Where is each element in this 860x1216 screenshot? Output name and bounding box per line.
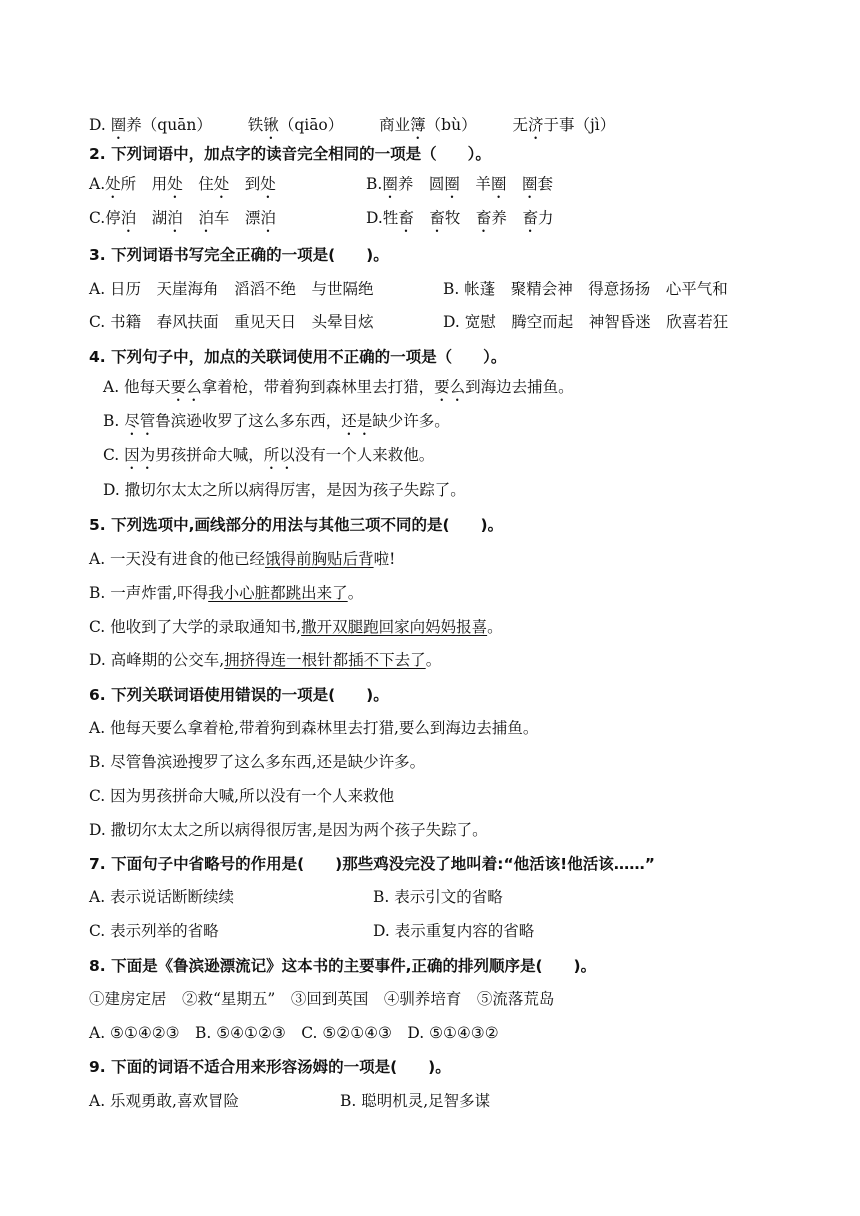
q4-option-c: C. 因为男孩拼命大喊，所以没有一个人来救他。 <box>103 446 435 464</box>
q3-stem: 3. 下列词语书写完全正确的一项是( )。 <box>89 246 389 264</box>
option-label: D. <box>89 116 106 134</box>
q5-option-a: A. 一天没有进食的他已经饿得前胸贴后背啦! <box>89 550 396 568</box>
q4-option-a: A. 他每天要么拿着枪，带着狗到森林里去打猎，要么到海边去捕鱼。 <box>103 378 574 396</box>
q1-d-item-3: 商业簿（bù） <box>379 116 477 134</box>
q2-option-d: D.牲畜 畜牧 畜养 畜力 <box>366 209 554 227</box>
q4-stem: 4. 下列句子中，加点的关联词使用不正确的一项是（ ）。 <box>89 348 507 366</box>
q1-option-d <box>89 114 615 143</box>
q3-option-b: B. 帐蓬 聚精会神 得意扬扬 心平气和 <box>443 280 728 298</box>
q9-option-a: A. 乐观勇敢,喜欢冒险 <box>89 1092 239 1110</box>
q4-option-d: D. 撒切尔太太之所以病得厉害，是因为孩子失踪了。 <box>103 481 466 499</box>
q1-d-item-1: 圈养（quān） <box>110 116 212 134</box>
q7-option-a: A. 表示说话断断续续 <box>89 888 235 906</box>
q1-d-item-2: 铁锹（qiāo） <box>247 116 344 134</box>
q3-option-a: A. 日历 天崖海角 滔滔不绝 与世隔绝 <box>89 280 374 298</box>
q6-option-b: B. 尽管鲁滨逊搜罗了这么多东西,还是缺少许多。 <box>89 753 426 771</box>
q1-d-item-4: 无济于事（jì） <box>512 116 616 134</box>
q5-option-d: D. 高峰期的公交车,拥挤得连一根针都插不下去了。 <box>89 651 442 669</box>
q7-stem: 7. 下面句子中省略号的作用是( )那些鸡没完没了地叫着:“他活该!他活该……” <box>89 855 655 873</box>
q7-option-c: C. 表示列举的省略 <box>89 922 219 940</box>
q2-option-a: A.处所 用处 住处 到处 <box>89 175 276 193</box>
q6-stem: 6. 下列关联词语使用错误的一项是( )。 <box>89 686 389 704</box>
q7-option-b: B. 表示引文的省略 <box>373 888 503 906</box>
q8-options: A. ⑤①④②③ B. ⑤④①②③ C. ⑤②①④③ D. ⑤①④③② <box>89 1024 499 1042</box>
q8-stem: 8. 下面是《鲁滨逊漂流记》这本书的主要事件,正确的排列顺序是( )。 <box>89 957 597 975</box>
q7-option-d: D. 表示重复内容的省略 <box>373 922 535 940</box>
q4-option-b: B. 尽管鲁滨逊收罗了这么多东西，还是缺少许多。 <box>103 412 450 430</box>
q2-option-c: C.停泊 湖泊 泊车 漂泊 <box>89 209 276 227</box>
q3-option-c: C. 书籍 春风扶面 重见天日 头晕目炫 <box>89 313 374 331</box>
q5-stem: 5. 下列选项中,画线部分的用法与其他三项不同的是( )。 <box>89 516 504 534</box>
q6-option-d: D. 撒切尔太太之所以病得很厉害,是因为两个孩子失踪了。 <box>89 821 488 839</box>
q2-option-b: B.圈养 圆圈 羊圈 圈套 <box>366 175 553 193</box>
q3-option-d: D. 宽慰 腾空而起 神智昏迷 欣喜若狂 <box>443 313 729 331</box>
q9-stem: 9. 下面的词语不适合用来形容汤姆的一项是( )。 <box>89 1058 451 1076</box>
q6-option-a: A. 他每天要么拿着枪,带着狗到森林里去打猎,要么到海边去捕鱼。 <box>89 719 539 737</box>
q5-option-c: C. 他收到了大学的录取通知书,撒开双腿跑回家向妈妈报喜。 <box>89 618 503 636</box>
q9-option-b: B. 聪明机灵,足智多谋 <box>340 1092 491 1110</box>
q6-option-c: C. 因为男孩拼命大喊,所以没有一个人来救他 <box>89 787 395 805</box>
q2-stem: 2. 下列词语中，加点字的读音完全相同的一项是（ ）。 <box>89 145 491 163</box>
q8-events: ①建房定居 ②救“星期五” ③回到英国 ④驯养培育 ⑤流落荒岛 <box>89 990 555 1008</box>
q5-option-b: B. 一声炸雷,吓得我小心脏都跳出来了。 <box>89 584 364 602</box>
